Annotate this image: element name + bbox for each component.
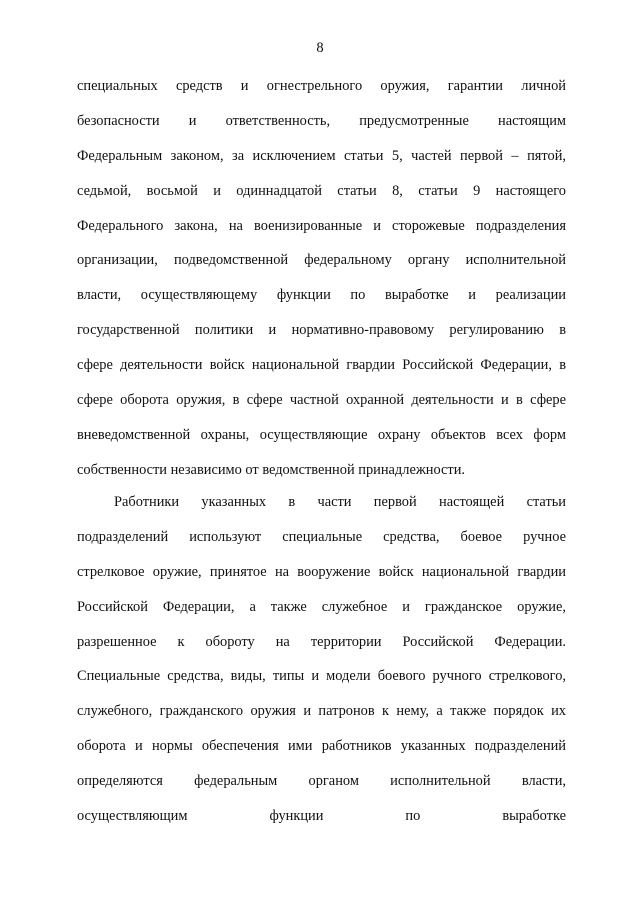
text-line: разрешенное к обороту на территории Российской Федерации.	[77, 633, 566, 650]
text-line: седьмой, восьмой и одиннадцатой статьи 8, статьи 9 настоящего	[77, 182, 566, 199]
text-line: специальных средств и огнестрельного оружия, гарантии личной	[77, 78, 566, 94]
paragraph-2	[77, 492, 566, 841]
text-line: стрелковое оружие, принятое на вооружение войск национальной гвардии	[77, 563, 566, 580]
text-line: безопасности и ответственность, предусмотренные настоящим	[77, 112, 566, 129]
text-line: собственности независимо от ведомственной принадлежности.	[77, 461, 465, 478]
text-line: оборота и нормы обеспечения ими работников указанных подразделений	[77, 738, 566, 755]
text-line: Работники указанных в части первой настоящей статьи	[114, 494, 566, 510]
text-line: служебного, гражданского оружия и патронов к нему, а также порядок их	[77, 703, 566, 720]
paragraph-1	[77, 76, 566, 495]
text-line: государственной политики и нормативно-правовому регулированию в	[77, 322, 566, 339]
text-line: Российской Федерации, а также служебное и гражданское оружие,	[77, 598, 566, 615]
text-line: сфере деятельности войск национальной гвардии Российской Федерации, в	[77, 357, 566, 374]
text-line: подразделений используют специальные средства, боевое ручное	[77, 528, 566, 545]
text-line: осуществляющим функции по выработке	[77, 808, 566, 825]
text-line: вневедомственной охраны, осуществляющие охрану объектов всех форм	[77, 426, 566, 443]
text-line: сфере оборота оружия, в сфере частной охранной деятельности и в сфере	[77, 392, 566, 409]
text-line: власти, осуществляющему функции по выработке и реализации	[77, 287, 566, 304]
text-line: определяются федеральным органом исполнительной власти,	[77, 773, 566, 790]
text-line: Специальные средства, виды, типы и модели боевого ручного стрелкового,	[77, 668, 566, 685]
text-line: организации, подведомственной федеральному органу исполнительной	[77, 252, 566, 269]
page-number: 8	[316, 40, 324, 56]
text-line: Федерального закона, на военизированные и сторожевые подразделения	[77, 217, 566, 234]
text-line: Федеральным законом, за исключением статьи 5, частей первой – пятой,	[77, 147, 566, 164]
